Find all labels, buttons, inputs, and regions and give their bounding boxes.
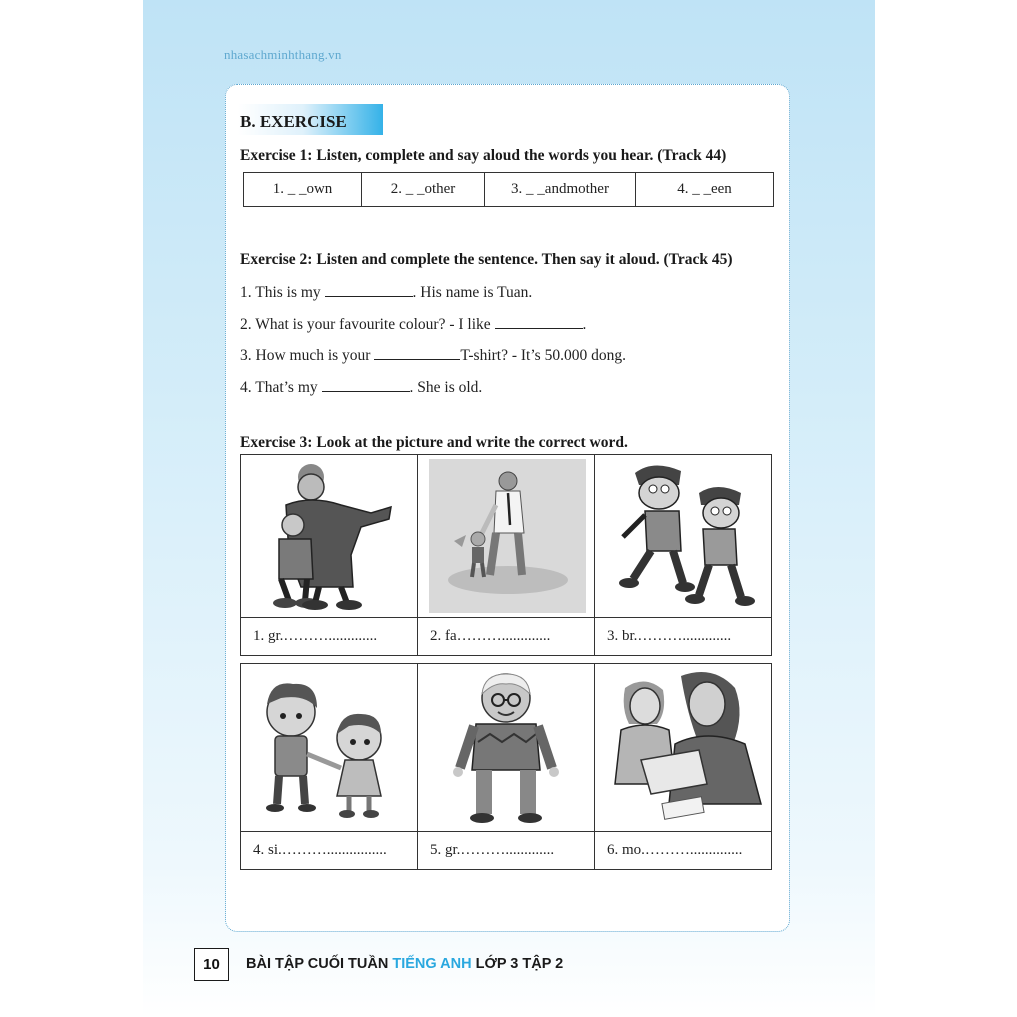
exercise1-item: 4. _ _een bbox=[677, 181, 732, 197]
section-title: B. EXERCISE bbox=[240, 112, 347, 131]
picture-siblings bbox=[241, 664, 418, 831]
answer-blank[interactable] bbox=[322, 379, 410, 392]
sentence-1 bbox=[240, 284, 532, 302]
answer-label[interactable]: 6. mo.……….............. bbox=[595, 831, 771, 869]
sentence-3 bbox=[240, 347, 626, 365]
book-title bbox=[246, 956, 563, 972]
answer-blank[interactable] bbox=[374, 347, 460, 360]
page-number: 10 bbox=[194, 948, 229, 981]
book-title-accent: TIẾNG ANH bbox=[392, 956, 472, 972]
picture-father bbox=[418, 455, 595, 617]
answer-blank[interactable] bbox=[495, 316, 583, 329]
exercise1-item: 2. _ _other bbox=[362, 173, 485, 206]
picture-brothers bbox=[595, 455, 771, 617]
answer-label[interactable]: 5. gr.………............. bbox=[418, 831, 595, 869]
sentence-text: . She is old. bbox=[409, 379, 483, 396]
sentence-text: T-shirt? - It’s 50.000 dong. bbox=[460, 347, 626, 364]
exercise1-item: 3. _ _andmother bbox=[485, 173, 636, 206]
answer-label[interactable]: 1. gr.………............. bbox=[241, 617, 418, 655]
book-title-part2: LỚP 3 TẬP 2 bbox=[471, 956, 564, 972]
answer-label[interactable]: 3. br.………............. bbox=[595, 617, 771, 655]
sentence-text: 3. How much is your bbox=[240, 347, 375, 364]
book-title-part1: BÀI TẬP CUỐI TUẦN bbox=[246, 956, 393, 972]
picture-grid-bottom bbox=[240, 663, 772, 870]
exercise1-item: 1. _ _own bbox=[244, 173, 362, 206]
answer-label[interactable]: 4. si.………................ bbox=[241, 831, 418, 869]
sentence-text: 4. That’s my bbox=[240, 379, 322, 396]
picture-grandmother bbox=[241, 455, 418, 617]
exercise2-title: Exercise 2: Listen and complete the sentence. Then say it aloud. (Track 45) bbox=[240, 251, 733, 268]
sentence-text: 1. This is my bbox=[240, 284, 325, 301]
sentence-text: . His name is Tuan. bbox=[412, 284, 533, 301]
sentence-text: 2. What is your favourite colour? - I like bbox=[240, 316, 495, 333]
sentence-4 bbox=[240, 379, 482, 397]
answer-blank[interactable] bbox=[325, 284, 413, 297]
picture-mother bbox=[595, 664, 771, 831]
exercise1-title: Exercise 1: Listen, complete and say aloud the words you hear. (Track 44) bbox=[240, 147, 727, 164]
sentence-text: . bbox=[582, 316, 587, 333]
exercise1-table bbox=[243, 172, 774, 207]
answer-label[interactable]: 2. fa………............. bbox=[418, 617, 595, 655]
picture-grandfather bbox=[418, 664, 595, 831]
website-watermark: nhasachminhthang.vn bbox=[224, 47, 342, 62]
picture-grid-top bbox=[240, 454, 772, 656]
sentence-2 bbox=[240, 316, 586, 334]
exercise3-title: Exercise 3: Look at the picture and write the correct word. bbox=[240, 434, 628, 451]
